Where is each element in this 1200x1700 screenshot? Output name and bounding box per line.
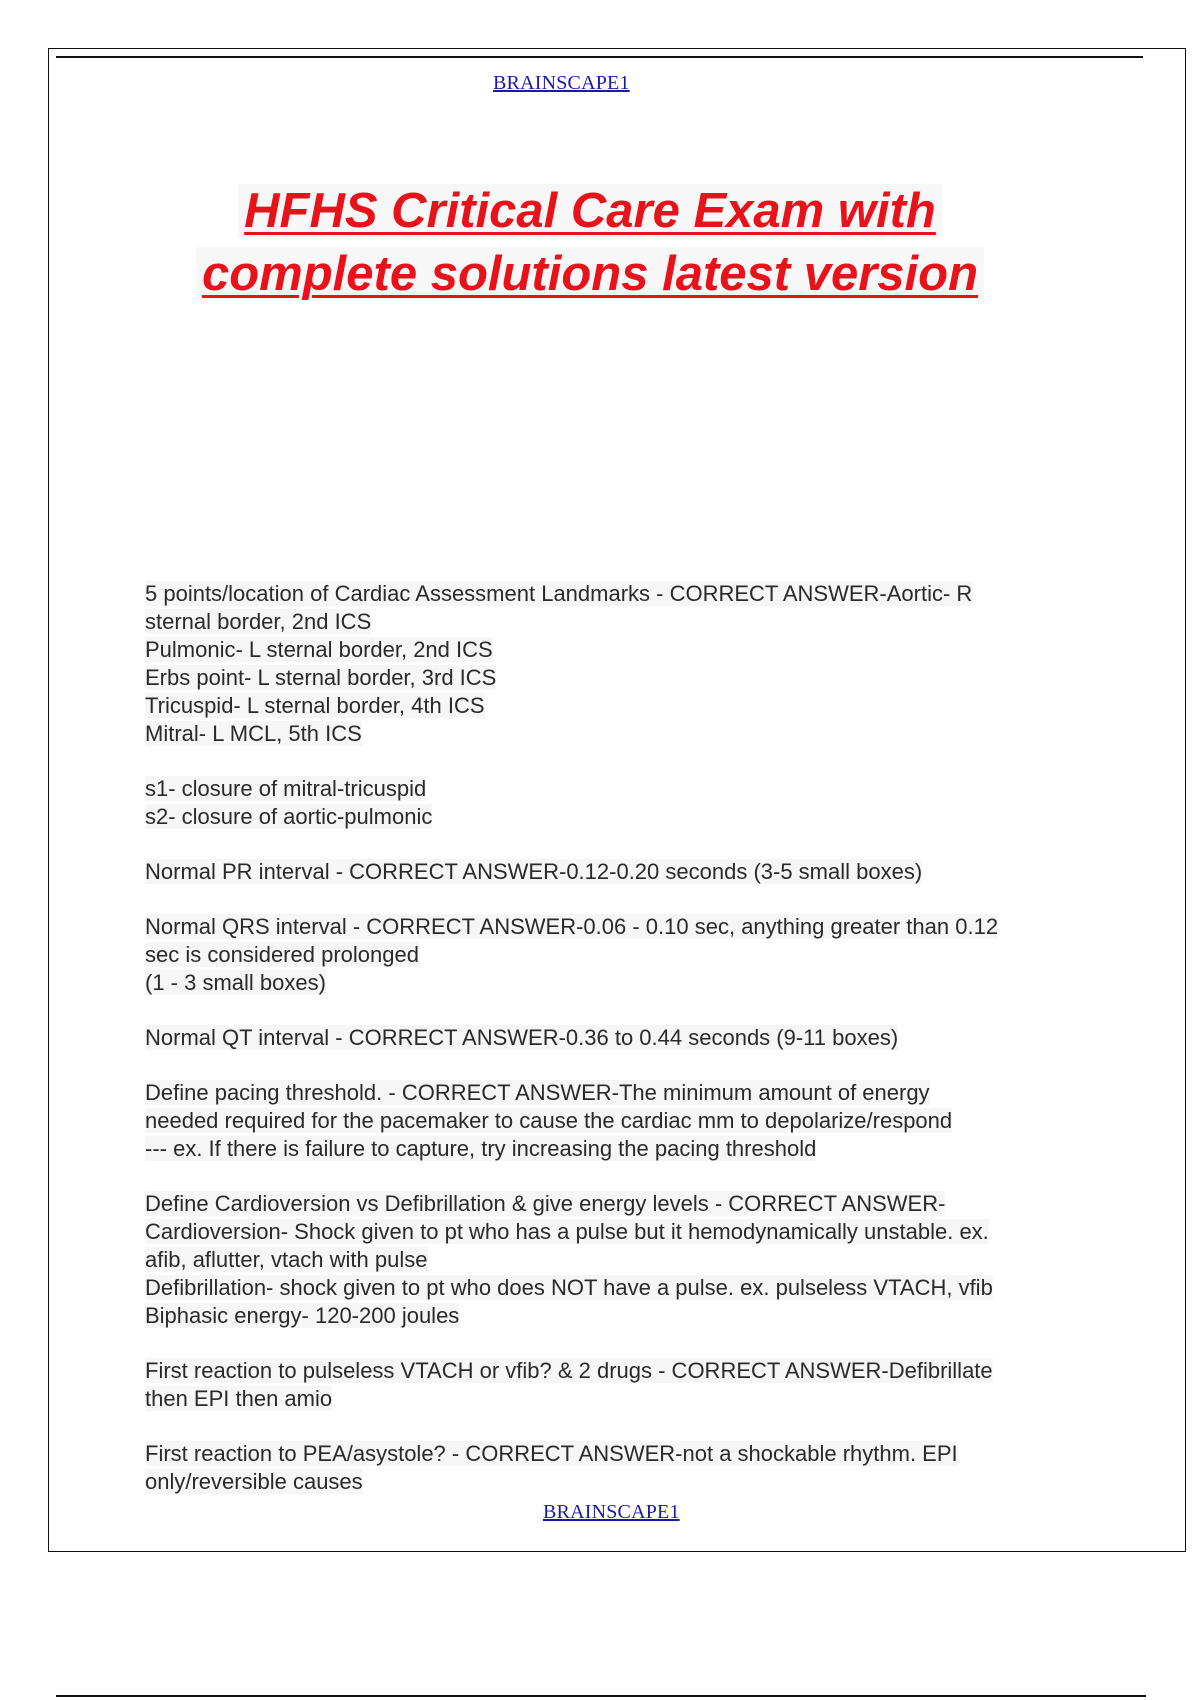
- qa-line: [145, 1135, 1095, 1163]
- qa-line-text: Defibrillation- shock given to pt who does NOT have a pulse. ex. pulseless VTACH, vfib: [145, 1275, 993, 1300]
- qa-line-text: Normal QRS interval - CORRECT ANSWER-0.06 - 0.10 sec, anything greater than 0.12: [145, 914, 999, 939]
- qa-line: [145, 1357, 1095, 1385]
- header-brainscape-link[interactable]: BRAINSCAPE1: [493, 72, 630, 94]
- qa-line-text: Tricuspid- L sternal border, 4th ICS: [145, 693, 485, 718]
- qa-line: [145, 1274, 1095, 1302]
- qa-line: [145, 608, 1095, 636]
- qa-line: [145, 1079, 1095, 1107]
- qa-content: [145, 580, 1095, 1523]
- title-line-1: HFHS Critical Care Exam with: [238, 184, 942, 238]
- qa-line: [145, 1302, 1095, 1330]
- bottom-rule: [56, 1695, 1146, 1697]
- qa-line-text: needed required for the pacemaker to cause the cardiac mm to depolarize/respond: [145, 1108, 953, 1133]
- qa-line-text: First reaction to PEA/asystole? - CORRECT ANSWER-not a shockable rhythm. EPI: [145, 1441, 958, 1466]
- qa-line-text: (1 - 3 small boxes): [145, 970, 326, 995]
- qa-line-text: s2- closure of aortic-pulmonic: [145, 804, 433, 829]
- qa-line-text: --- ex. If there is failure to capture, try increasing the pacing threshold: [145, 1136, 817, 1161]
- qa-line-text: Biphasic energy- 120-200 joules: [145, 1303, 460, 1328]
- qa-line-text: Normal PR interval - CORRECT ANSWER-0.12-0.20 seconds (3-5 small boxes): [145, 859, 923, 884]
- footer-brainscape-link[interactable]: BRAINSCAPE1: [543, 1501, 680, 1523]
- qa-line-text: Define pacing threshold. - CORRECT ANSWER-The minimum amount of energy: [145, 1080, 930, 1105]
- qa-line: [145, 803, 1095, 831]
- qa-line: [145, 692, 1095, 720]
- qa-line: [145, 1440, 1095, 1468]
- qa-item: [145, 580, 1095, 748]
- title-line-2: complete solutions latest version: [196, 247, 984, 301]
- qa-line-text: sternal border, 2nd ICS: [145, 609, 372, 634]
- qa-line: [145, 664, 1095, 692]
- qa-line: [145, 1107, 1095, 1135]
- qa-line: [145, 941, 1095, 969]
- qa-line: [145, 636, 1095, 664]
- qa-line: [145, 720, 1095, 748]
- qa-line: [145, 1246, 1095, 1274]
- qa-item: [145, 1440, 1095, 1496]
- qa-line-text: 5 points/location of Cardiac Assessment Landmarks - CORRECT ANSWER-Aortic- R: [145, 581, 973, 606]
- qa-line-text: Normal QT interval - CORRECT ANSWER-0.36 to 0.44 seconds (9-11 boxes): [145, 1025, 899, 1050]
- qa-line-text: Erbs point- L sternal border, 3rd ICS: [145, 665, 497, 690]
- qa-line-text: Define Cardioversion vs Defibrillation & give energy levels - CORRECT ANSWER-: [145, 1191, 946, 1216]
- qa-line: [145, 580, 1095, 608]
- qa-line: [145, 913, 1095, 941]
- qa-line-text: then EPI then amio: [145, 1386, 333, 1411]
- top-rule: [56, 56, 1143, 58]
- qa-line-text: sec is considered prolonged: [145, 942, 419, 967]
- qa-item: [145, 1190, 1095, 1330]
- qa-line: [145, 1024, 1095, 1052]
- qa-item: [145, 1357, 1095, 1413]
- qa-line: [145, 1218, 1095, 1246]
- qa-line: [145, 858, 1095, 886]
- qa-line-text: Cardioversion- Shock given to pt who has a pulse but it hemodynamically unstable. ex.: [145, 1219, 989, 1244]
- qa-line-text: First reaction to pulseless VTACH or vfib? & 2 drugs - CORRECT ANSWER-Defibrillate: [145, 1358, 993, 1383]
- qa-line-text: only/reversible causes: [145, 1469, 363, 1494]
- qa-line-text: s1- closure of mitral-tricuspid: [145, 776, 427, 801]
- qa-line-text: Pulmonic- L sternal border, 2nd ICS: [145, 637, 493, 662]
- qa-line: [145, 1385, 1095, 1413]
- qa-item: [145, 1024, 1095, 1052]
- qa-line: [145, 969, 1095, 997]
- document-title: [110, 180, 1070, 306]
- qa-line: [145, 1468, 1095, 1496]
- qa-line: [145, 1190, 1095, 1218]
- qa-item: [145, 913, 1095, 997]
- qa-item: [145, 775, 1095, 831]
- qa-line-text: Mitral- L MCL, 5th ICS: [145, 721, 362, 746]
- qa-line: [145, 775, 1095, 803]
- qa-item: [145, 1079, 1095, 1163]
- qa-line-text: afib, aflutter, vtach with pulse: [145, 1247, 428, 1272]
- qa-item: [145, 858, 1095, 886]
